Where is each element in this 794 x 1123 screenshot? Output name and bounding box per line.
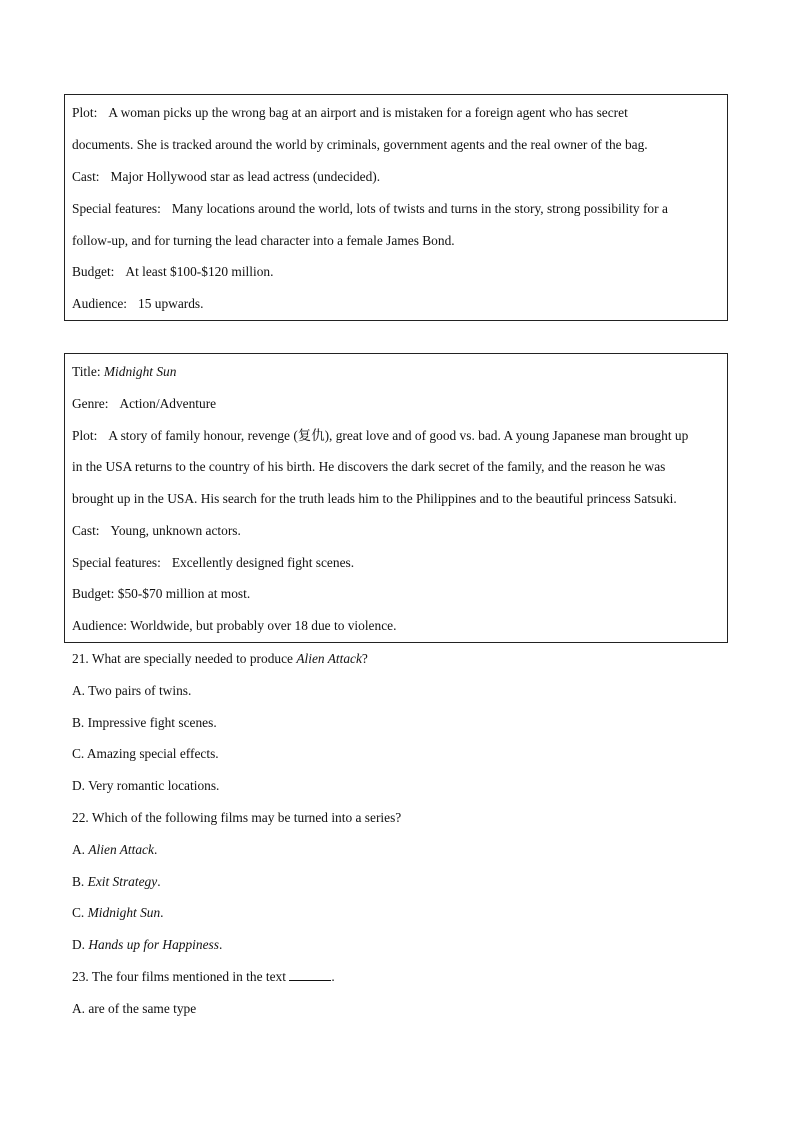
cast-line — [72, 521, 721, 541]
option-film-title: Hands up for Happiness — [88, 937, 219, 952]
features-label: Special features: — [72, 555, 161, 570]
plot-text: A woman picks up the wrong bag at an airport and is mistaken for a foreign agent who has secret — [108, 105, 628, 120]
plot-text: A story of family honour, revenge (复仇), great love and of good vs. bad. A young Japanese man brought up — [108, 428, 689, 443]
q21-stem-text: 21. What are specially needed to produce — [72, 651, 297, 666]
option-period: . — [160, 905, 164, 920]
q23-option-a: A. are of the same type — [72, 1001, 197, 1016]
cast-text: Major Hollywood star as lead actress (undecided). — [110, 169, 381, 184]
q23-stem-end: . — [331, 969, 335, 984]
film-title: Midnight Sun — [103, 364, 177, 379]
features-text: Excellently designed fight scenes. — [171, 555, 355, 570]
q22-option-d — [72, 935, 222, 955]
question-21-stem — [72, 649, 368, 669]
option-letter: A. — [72, 842, 89, 857]
option-period: . — [153, 842, 158, 857]
audience-label: Audience: — [72, 296, 128, 311]
genre-label: Genre: — [72, 396, 109, 411]
q21-option-d: D. Very romantic locations. — [72, 778, 220, 793]
option-period: . — [218, 937, 223, 952]
plot-line-1 — [72, 426, 721, 446]
plot-label: Plot: — [72, 105, 98, 120]
budget-line — [72, 584, 721, 604]
audience-text: Worldwide, but probably over 18 due to violence. — [130, 618, 397, 633]
budget-text: At least $100-$120 million. — [125, 264, 274, 279]
q21-option-c: C. Amazing special effects. — [72, 746, 219, 761]
title-line — [72, 362, 721, 382]
audience-text: 15 upwards. — [138, 296, 204, 311]
features-line-1 — [72, 199, 721, 219]
genre-text: Action/Adventure — [119, 396, 217, 411]
q21-option-b: B. Impressive fight scenes. — [72, 715, 217, 730]
q22-option-b — [72, 872, 161, 892]
features-text: Many locations around the world, lots of twists and turns in the story, strong possibility for a — [171, 201, 668, 216]
q21-option-a: A. Two pairs of twins. — [72, 683, 192, 698]
budget-label: Budget: — [72, 586, 115, 601]
plot-line-2: in the USA returns to the country of his birth. He discovers the dark secret of the family, and the reason he was — [72, 459, 666, 474]
features-line — [72, 553, 721, 573]
audience-line — [72, 294, 721, 314]
answer-blank — [289, 969, 331, 981]
film-info-box-2 — [64, 353, 728, 643]
plot-line-3: brought up in the USA. His search for the truth leads him to the Philippines and to the beautiful princess Satsuki. — [72, 491, 677, 506]
film-info-box-1 — [64, 94, 728, 321]
option-film-title: Exit Strategy — [87, 874, 158, 889]
option-letter: B. — [72, 874, 88, 889]
q21-stem-end: ? — [361, 651, 368, 666]
q21-film-title: Alien Attack — [296, 651, 362, 666]
option-film-title: Midnight Sun — [87, 905, 161, 920]
q23-stem-text: 23. The four films mentioned in the text — [72, 969, 290, 984]
option-letter: C. — [72, 905, 88, 920]
plot-line-1 — [72, 103, 721, 123]
audience-label: Audience: — [72, 618, 128, 633]
cast-line — [72, 167, 721, 187]
budget-label: Budget: — [72, 264, 115, 279]
plot-label: Plot: — [72, 428, 98, 443]
budget-line — [72, 262, 721, 282]
title-label: Title: — [72, 364, 101, 379]
audience-line — [72, 616, 721, 636]
q22-option-c — [72, 903, 164, 923]
option-letter: D. — [72, 937, 89, 952]
option-period: . — [157, 874, 161, 889]
question-23-stem — [72, 967, 335, 987]
genre-line — [72, 394, 721, 414]
plot-line-2: documents. She is tracked around the world by criminals, government agents and the real owner of the bag. — [72, 137, 648, 152]
budget-text: $50-$70 million at most. — [117, 586, 251, 601]
features-label: Special features: — [72, 201, 161, 216]
features-line-2: follow-up, and for turning the lead character into a female James Bond. — [72, 233, 455, 248]
cast-label: Cast: — [72, 523, 100, 538]
q22-option-a — [72, 840, 157, 860]
cast-text: Young, unknown actors. — [110, 523, 241, 538]
option-film-title: Alien Attack — [88, 842, 154, 857]
question-22-stem: 22. Which of the following films may be turned into a series? — [72, 810, 402, 825]
cast-label: Cast: — [72, 169, 100, 184]
